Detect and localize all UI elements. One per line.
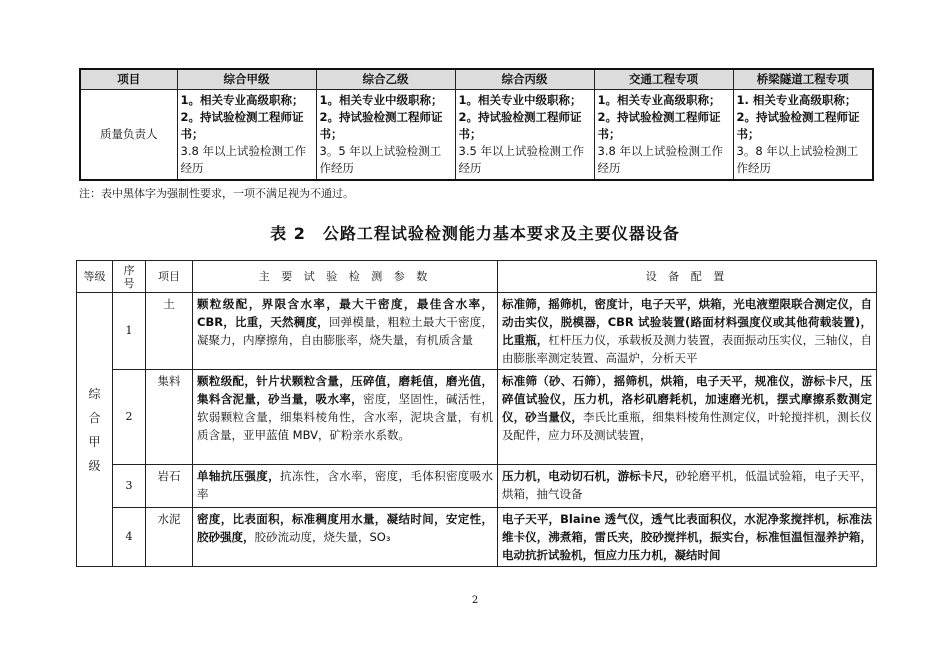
equipment-cell: 标准筛（砂、石筛），摇筛机，烘箱，电子天平，规准仪，游标卡尺，压碎值试验仪，压力机，洛杉矶磨耗机，加速磨光机，摆式摩擦系数测定仪，砂当量仪，李氏比重瓶，细集料棱角性测定仪，叶轮搅拌机，测长仪及配件，应力环及测试装置， xyxy=(498,370,877,465)
seq-cell: 3 xyxy=(113,465,146,508)
seq-cell: 2 xyxy=(113,370,146,465)
item-cell: 土 xyxy=(146,293,193,370)
header-grade-c: 综合丙级 xyxy=(455,69,594,90)
grade-cell: 综合甲级 xyxy=(77,293,113,567)
qualifications-table xyxy=(79,68,874,181)
params-cell: 密度，比表面积，标准稠度用水量，凝结时间，安定性，胶砂强度，胶砂流动度，烧失量，SO₃ xyxy=(193,508,498,567)
page-number: 2 xyxy=(471,595,479,606)
header-item: 项目 xyxy=(146,261,193,293)
row-label: 质量负责人 xyxy=(80,90,177,181)
table-row xyxy=(77,465,877,508)
table-row xyxy=(77,293,877,370)
header-seq: 序号 xyxy=(113,261,146,293)
requirement-cell: 1. 相关专业高级职称； 2。持试验检测工程师证书； 3。8 年以上试验检测工作经历 xyxy=(733,90,873,181)
table1-header-row xyxy=(80,69,873,90)
table2-title: 表 2 公路工程试验检测能力基本要求及主要仪器设备 xyxy=(270,224,680,243)
equipment-cell: 标准筛，摇筛机，密度计，电子天平，烘箱，光电液塑限联合测定仪，自动击实仪，脱模器，CBR 试验装置(路面材料强度仪或其他荷载装置)，比重瓶，杠杆压力仪，承载板及测力装置，表面振动压实仪，三轴仪，自由膨胀率测定装置、高温炉，分析天平 xyxy=(498,293,877,370)
capability-table xyxy=(76,260,877,567)
table-row xyxy=(77,508,877,567)
header-traffic: 交通工程专项 xyxy=(594,69,733,90)
header-grade-a: 综合甲级 xyxy=(177,69,316,90)
seq-cell: 1 xyxy=(113,293,146,370)
table2-header-row xyxy=(77,261,877,293)
requirement-cell: 1。相关专业中级职称； 2。持试验检测工程师证书； 3。5 年以上试验检测工作经历 xyxy=(316,90,455,181)
requirement-cell: 1。相关专业高级职称； 2。持试验检测工程师证书； 3.8 年以上试验检测工作经历 xyxy=(177,90,316,181)
header-equipment: 设 备 配 置 xyxy=(498,261,877,293)
table-row xyxy=(77,370,877,465)
seq-cell: 4 xyxy=(113,508,146,567)
params-cell: 单轴抗压强度，抗冻性，含水率，密度，毛体积密度吸水率 xyxy=(193,465,498,508)
equipment-cell: 电子天平，Blaine 透气仪，透气比表面积仪，水泥净浆搅拌机，标准法维卡仪，沸煮箱，雷氏夹，胶砂搅拌机，振实台，标准恒温恒湿养护箱，电动抗折试验机，恒应力压力机，凝结时间 xyxy=(498,508,877,567)
item-cell: 岩石 xyxy=(146,465,193,508)
header-item: 项目 xyxy=(80,69,177,90)
header-bridge-tunnel: 桥梁隧道工程专项 xyxy=(733,69,873,90)
header-params: 主 要 试 验 检 测 参 数 xyxy=(193,261,498,293)
requirement-cell: 1。相关专业中级职称； 2。持试验检测工程师证书； 3.5 年以上试验检测工作经历 xyxy=(455,90,594,181)
table1-row-quality-lead xyxy=(80,90,873,181)
requirement-cell: 1。相关专业高级职称； 2。持试验检测工程师证书； 3.8 年以上试验检测工作经历 xyxy=(594,90,733,181)
equipment-cell: 压力机，电动切石机，游标卡尺，砂轮磨平机，低温试验箱，电子天平，烘箱，抽气设备 xyxy=(498,465,877,508)
table-note: 注：表中黑体字为强制性要求，一项不满足视为不通过。 xyxy=(79,187,354,200)
item-cell: 水泥 xyxy=(146,508,193,567)
header-grade-b: 综合乙级 xyxy=(316,69,455,90)
params-cell: 颗粒级配，界限含水率，最大干密度，最佳含水率，CBR，比重，天然稠度，回弹模量，粗粒土最大干密度，凝聚力，内摩擦角，自由膨胀率，烧失量，有机质含量 xyxy=(193,293,498,370)
item-cell: 集料 xyxy=(146,370,193,465)
params-cell: 颗粒级配，针片状颗粒含量，压碎值，磨耗值，磨光值，集料含泥量，砂当量，吸水率，密度，坚固性，碱活性，软弱颗粒含量，细集料棱角性，含水率，泥块含量，有机质含量，亚甲蓝值 MBV，矿粉亲水系数。 xyxy=(193,370,498,465)
header-grade: 等级 xyxy=(77,261,113,293)
